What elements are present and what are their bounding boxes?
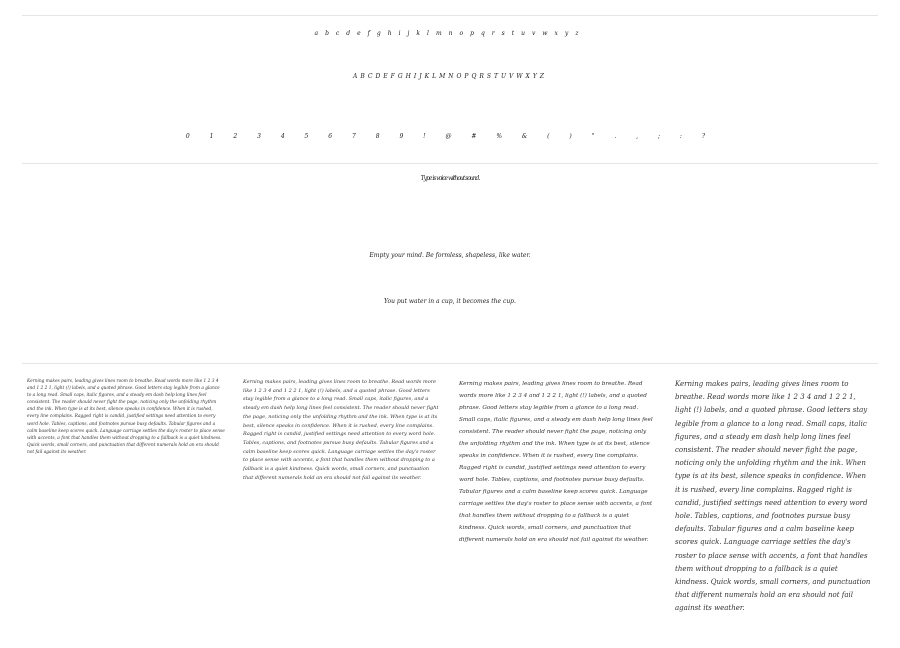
- numbers-symbols-row: 0 1 2 3 4 5 6 7 8 9 ! @ # % & ( ) " . , ; : ?: [185, 133, 715, 140]
- paragraph-size-1: Kerning makes pairs, leading gives lines room to breathe. Read words more like 1 2 3 4 and 1 2 2 1, light (!) labels, and a quoted phrase. Good letters stay legible from a glance to a long read. Small caps, italic figures, and a steady em dash help long lines feel consistent. The reader should never fight the page, noticing only the unfolding rhythm and the ink. When type is at its best, silence speaks in confidence. When it is rushed, every line complains. Ragged right is candid, justified settings need attention to every word hole. Tables, captions, and footnotes pursue busy defaults. Tabular figures and a calm baseline keep scores quick. Language carriage settles the day's roster to place sense with accents, a font that handles them without dropping to a fallback is a quiet kindness. Quick words, small corners, and punctuation that different numerals hold an era should not fail against its weather.: [27, 379, 225, 455]
- paragraph-size-2: Kerning makes pairs, leading gives lines room to breathe. Read words more like 1 2 3 4 and 1 2 2 1, light (!) labels, and a quoted phrase. Good letters stay legible from a glance to a long read. Small caps, italic figures, and a steady em dash help long lines feel consistent. The reader should never fight the page, noticing only the unfolding rhythm and the ink. When type is at its best, silence speaks in confidence. When it is rushed, every line complains. Ragged right is candid, justified settings need attention to every word hole. Tables, captions, and footnotes pursue busy defaults. Tabular figures and a calm baseline keep scores quick. Language carriage settles the day's roster to place sense with accents, a font that handles them without dropping to a fallback is a quiet kindness. Quick words, small corners, and punctuation that different numerals hold an era should not fail against its weather.: [243, 379, 439, 481]
- sample-line-3: You put water in a cup, it becomes the cup.: [384, 298, 516, 305]
- sample-line-2: Empty your mind. Be formless, shapeless, like water.: [369, 252, 531, 259]
- uppercase-alphabet: ABCDEFGHIJKLMNOPQRSTUVWXYZ: [353, 73, 547, 80]
- glyph-divider: [22, 163, 878, 164]
- sample-headline: Type is voice without sound.: [420, 175, 480, 182]
- sample-divider: [22, 363, 878, 364]
- top-divider: [22, 15, 878, 16]
- lowercase-alphabet: abcdefghijklmnopqrstuvwxyz: [314, 30, 586, 37]
- paragraph-size-3: Kerning makes pairs, leading gives lines room to breathe. Read words more like 1 2 3 4 and 1 2 2 1, light (!) labels, and a quoted phrase. Good letters stay legible from a glance to a long read. Small caps, italic figures, and a steady em dash help long lines feel consistent. The reader should never fight the page, noticing only the unfolding rhythm and the ink. When type is at its best, silence speaks in confidence. When it is rushed, every line complains. Ragged right is candid, justified settings need attention to every word hole. Tables, captions, and footnotes pursue busy defaults. Tabular figures and a calm baseline keep scores quick. Language carriage settles the day's roster to place sense with accents, a font that handles them without dropping to a fallback is a quiet kindness. Quick words, small corners, and punctuation that different numerals hold an era should not fail against its weather.: [459, 381, 653, 543]
- paragraph-size-4: Kerning makes pairs, leading gives lines room to breathe. Read words more like 1 2 3 4 and 1 2 2 1, light (!) labels, and a quoted phrase. Good letters stay legible from a glance to a long read. Small caps, italic figures, and a steady em dash help long lines feel consistent. The reader should never fight the page, noticing only the unfolding rhythm and the ink. When type is at its best, silence speaks in confidence. When it is rushed, every line complains. Ragged right is candid, justified settings need attention to every word hole. Tables, captions, and footnotes pursue busy defaults. Tabular figures and a calm baseline keep scores quick. Language carriage settles the day's roster to place sense with accents, a font that handles them without dropping to a fallback is a quiet kindness. Quick words, small corners, and punctuation that different numerals hold an era should not fail against its weather.: [675, 380, 871, 613]
